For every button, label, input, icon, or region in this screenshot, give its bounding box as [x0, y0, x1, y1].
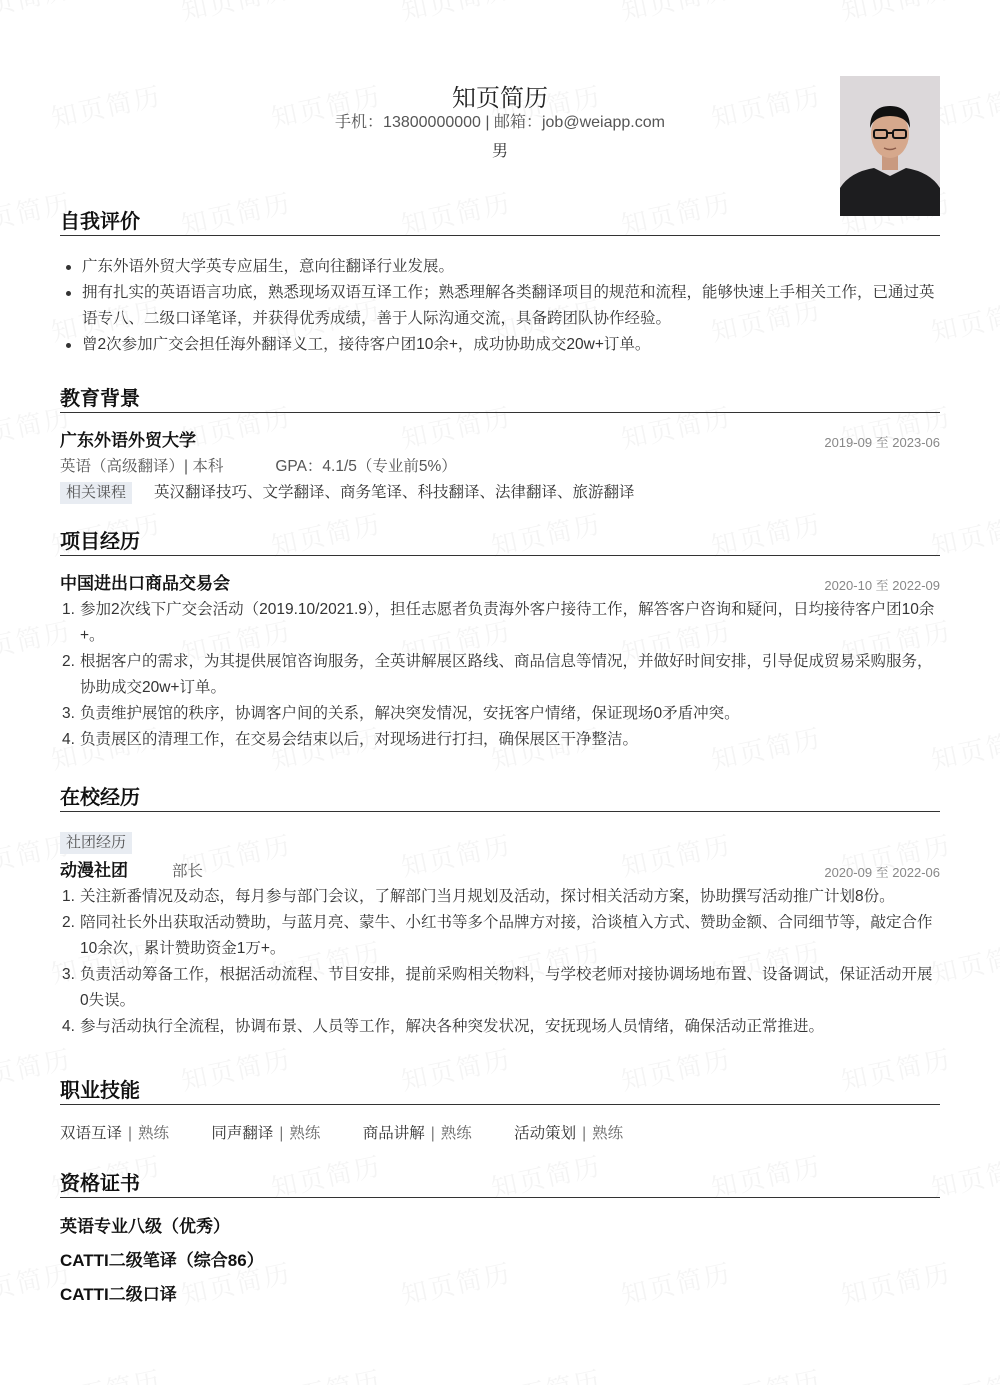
list-item: 4. 负责展区的清理工作，在交易会结束以后，对现场进行打扫，确保展区干净整洁。: [62, 731, 639, 748]
section-campus: [60, 784, 940, 1040]
list-item-text: 关注新番情况及动态，每月参与部门会议，了解部门当月规划及活动，探讨相关活动方案，协助撰写活动推广计划8份。: [80, 888, 895, 905]
section-certificates: [60, 1170, 940, 1312]
watermark-text: [267, 1360, 384, 1385]
skill-level: 熟练: [592, 1125, 624, 1142]
skill-name: 双语互译: [60, 1125, 123, 1142]
section-title-text: 资格证书: [60, 1173, 140, 1195]
major: 英语（高级翻译）| 本科: [60, 458, 224, 475]
section-title-text: 教育背景: [60, 388, 140, 410]
list-item: 3. 负责维护展馆的秩序，协调客户间的关系，解决突发情况，安抚客户情绪，保证现场0矛盾冲突。: [62, 705, 740, 722]
skill-level: 熟练: [440, 1125, 472, 1142]
section-title-skills: [60, 1077, 940, 1105]
list-item: 2. 根据客户的需求，为其提供展馆咨询服务，全英讲解展区路线、商品信息等情况，并做好时间安排，引导促成贸易采购服务，协助成交20w+订单。: [62, 653, 933, 696]
section-skills: [60, 1077, 940, 1147]
section-title-projects: [60, 528, 940, 556]
skill-name: 商品讲解: [362, 1125, 425, 1142]
list-item: 1. 关注新番情况及动态，每月参与部门会议，了解部门当月规划及活动，探讨相关活动方案，协助撰写活动推广计划8份。: [62, 888, 895, 905]
profile-photo: [840, 76, 940, 216]
section-projects: [60, 528, 940, 753]
gender: 男: [491, 143, 508, 160]
list-item-text: 负责维护展馆的秩序，协调客户间的关系，解决突发情况，安抚客户情绪，保证现场0矛盾冲突。: [80, 705, 740, 722]
skill-name: 活动策划: [514, 1125, 577, 1142]
section-title-certificates: [60, 1170, 940, 1198]
contact-info: 手机：13800000000 | 邮箱：job@weiapp.com: [335, 114, 665, 131]
section-title-campus: [60, 784, 940, 812]
list-item: 2. 陪同社长外出获取活动赞助，与蓝月亮、蒙牛、小红书等多个品牌方对接，洽谈植入方式、赞助金额、合同细节等，敲定合作10余次，累计赞助资金1万+。: [62, 914, 933, 957]
courses-tag: 相关课程: [60, 482, 132, 504]
skill-level: 熟练: [138, 1125, 170, 1142]
project-date: 2020-10 至 2022-09: [824, 578, 940, 593]
list-item-text: 参与活动执行全流程，协调布景、人员等工作，解决各种突发状况，安抚现场人员情绪，确保活动正常推进。: [80, 1018, 825, 1035]
education-detail: [60, 454, 940, 480]
section-title-self-evaluation: [60, 208, 940, 236]
education-date: 2019-09 至 2023-06: [824, 435, 940, 450]
skill-name: 同声翻译: [211, 1125, 274, 1142]
list-item-text: 陪同社长外出获取活动赞助，与蓝月亮、蒙牛、小红书等多个品牌方对接，洽谈植入方式、赞助金额、合同细节等，敲定合作10余次，累计赞助资金1万+。: [80, 914, 933, 957]
gpa: GPA：4.1/5（专业前5%）: [275, 458, 457, 475]
watermark-text: [837, 0, 954, 28]
section-title-education: [60, 385, 940, 413]
campus-list: [60, 884, 940, 1040]
education-row: [60, 428, 940, 454]
watermark-text: [927, 1360, 1000, 1385]
club-name: 动漫社团: [60, 861, 128, 880]
skill-item: 双语互译 | 熟练: [60, 1125, 170, 1142]
certificate-item: CATTI二级口译: [60, 1285, 177, 1304]
club-tag: 社团经历: [60, 832, 132, 854]
watermark-text: [397, 0, 514, 28]
watermark-text: [487, 1360, 604, 1385]
certificate-list: [60, 1210, 940, 1312]
section-title-text: 自我评价: [60, 211, 140, 233]
certificate-item: 英语专业八级（优秀）: [60, 1217, 230, 1236]
skills-list: [60, 1121, 940, 1147]
club-role: 部长: [172, 863, 204, 880]
list-item-text: 根据客户的需求，为其提供展馆咨询服务，全英讲解展区路线、商品信息等情况，并做好时间安排，引导促成贸易采购服务，协助成交20w+订单。: [80, 653, 933, 696]
section-self-evaluation: [60, 208, 940, 358]
section-title-text: 职业技能: [60, 1080, 140, 1102]
self-evaluation-list: [60, 254, 940, 358]
list-item: 曾2次参加广交会担任海外翻译义工，接待客户团10余+，成功协助成交20w+订单。: [60, 332, 940, 358]
section-title-text: 在校经历: [60, 787, 140, 809]
club-date: 2020-09 至 2022-06: [824, 865, 940, 880]
watermark-text: [177, 0, 294, 28]
courses-row: [60, 480, 940, 506]
section-education: [60, 385, 940, 506]
watermark-text: [617, 0, 734, 28]
list-item: 3. 负责活动筹备工作，根据活动流程、节目安排，提前采购相关物料，与学校老师对接协调场地布置、设备调试，保证活动开展0失误。: [62, 966, 933, 1009]
project-name: 中国进出口商品交易会: [60, 574, 230, 593]
section-title-text: 项目经历: [60, 531, 140, 553]
list-item: 拥有扎实的英语语言功底，熟悉现场双语互译工作；熟悉理解各类翻译项目的规范和流程，能够快速上手相关工作，已通过英语专八、二级口译笔译，并获得优秀成绩，善于人际沟通交流，具备跨团队协作经验。: [60, 280, 940, 332]
skill-level: 熟练: [289, 1125, 321, 1142]
profile-photo-image: [840, 76, 940, 216]
list-item: 4. 参与活动执行全流程，协调布景、人员等工作，解决各种突发状况，安抚现场人员情绪，确保活动正常推进。: [62, 1018, 825, 1035]
list-item-text: 负责展区的清理工作，在交易会结束以后，对现场进行打扫，确保展区干净整洁。: [80, 731, 639, 748]
courses: 英汉翻译技巧、文学翻译、商务笔译、科技翻译、法律翻译、旅游翻译: [154, 484, 635, 501]
club-row: [60, 858, 940, 884]
watermark-text: [707, 1360, 824, 1385]
skill-item: 活动策划 | 熟练: [514, 1125, 624, 1142]
candidate-name: 知页简历: [452, 85, 548, 112]
watermark-text: [47, 1360, 164, 1385]
watermark-text: [0, 0, 75, 28]
school-name: 广东外语外贸大学: [60, 431, 196, 450]
skill-item: 商品讲解 | 熟练: [362, 1125, 472, 1142]
certificate-item: CATTI二级笔译（综合86）: [60, 1251, 264, 1270]
list-item: 广东外语外贸大学英专应届生，意向往翻译行业发展。: [60, 254, 940, 280]
list-item-text: 负责活动筹备工作，根据活动流程、节目安排，提前采购相关物料，与学校老师对接协调场地布置、设备调试，保证活动开展0失误。: [80, 966, 933, 1009]
project-list: [60, 597, 940, 753]
resume-header: [60, 76, 940, 216]
skill-item: 同声翻译 | 熟练: [211, 1125, 321, 1142]
project-row: [60, 571, 940, 597]
list-item-text: 参加2次线下广交会活动（2019.10/2021.9），担任志愿者负责海外客户接待工作，解答客户咨询和疑问，日均接待客户团10余+。: [80, 601, 935, 644]
list-item: 1. 参加2次线下广交会活动（2019.10/2021.9），担任志愿者负责海外客户接待工作，解答客户咨询和疑问，日均接待客户团10余+。: [62, 601, 935, 644]
